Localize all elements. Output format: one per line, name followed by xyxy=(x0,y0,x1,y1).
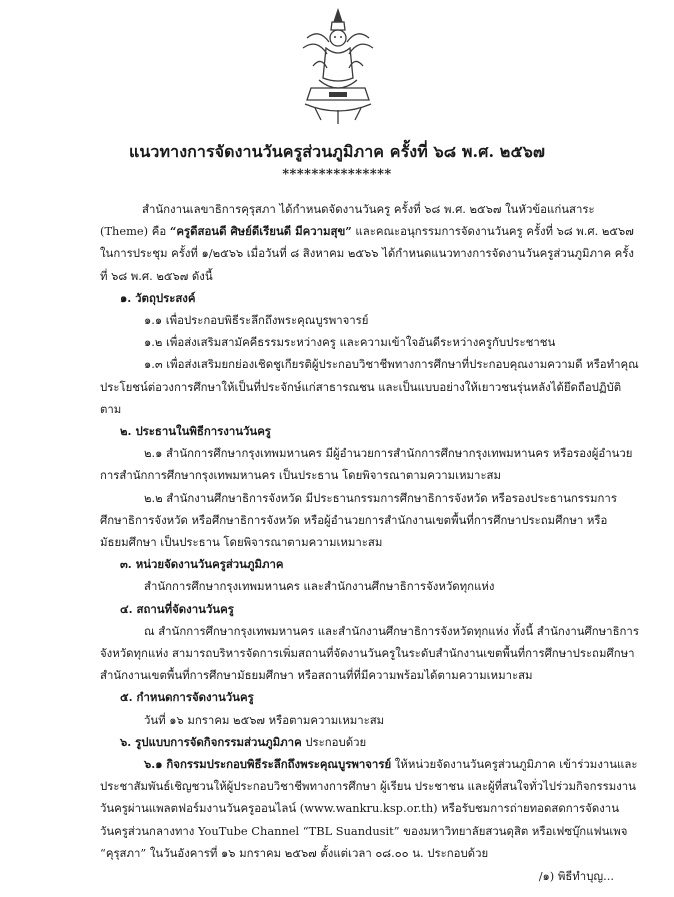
section-4-heading: ๔. สถานที่จัดงานวันครู xyxy=(120,601,234,616)
section-6-item-1-text: ให้หน่วยจัดงานวันครูส่วนภูมิภาค เข้าร่วมงานและประชาสัมพันธ์เชิญชวนให้ผู้ประกอบวิชาชีพทางการศึกษา ผู้เรียน ประชาชน และผู้ที่สนใจทั่วไปร่วมกิจกรรมงานวันครูผ่านแพลตฟอร์มงานวันครูออนไลน์ (www.wankru.ksp.or.th) หรือรับชมการถ่ายทอดสดการจัดงานวันครูส่วนกลางทาง YouTube Channel “TBL Suandusit” ของมหาวิทยาลัยสวนดุสิต หรือเฟซบุ๊กแฟนเพจ “คุรุสภา” ในวันอังคารที่ ๑๖ มกราคม ๒๕๖๗ ตั้งแต่เวลา ๐๘.๐๐ น. ประกอบด้วย xyxy=(100,757,638,860)
section-4-text: ณ สำนักการศึกษากรุงเทพมหานคร และสำนักงานศึกษาธิการจังหวัดทุกแห่ง ทั้งนี้ สำนักงานศึกษาธิการจังหวัดทุกแห่ง สามารถบริหารจัดการเพิ่มสถานที่จัดงานวันครูในระดับสำนักงานเขตพื้นที่การศึกษาประถมศึกษา สำนักงานเขตพื้นที่การศึกษามัธยมศึกษา หรือสถานที่ที่มีความพร้อมได้ตามความเหมาะสม xyxy=(100,623,639,683)
section-2-item-1: ๒.๑ สำนักการศึกษากรุงเทพมหานคร มีผู้อำนวยการสำนักการศึกษากรุงเทพมหานคร หรือรองผู้อำนวยการสำนักการศึกษากรุงเทพมหานคร เป็นประธาน โดยพิจารณาตามความเหมาะสม xyxy=(100,446,633,483)
section-5-text: วันที่ ๑๖ มกราคม ๒๕๖๗ หรือตามความเหมาะสม xyxy=(144,712,385,727)
section-1-heading: ๑. วัตถุประสงค์ xyxy=(120,290,196,305)
document-title: แนวทางการจัดงานวันครูส่วนภูมิภาค ครั้งที่ ๖๘ พ.ศ. ๒๕๖๗ xyxy=(128,142,546,161)
section-6-heading xyxy=(100,731,640,753)
khurusapha-emblem-icon xyxy=(299,8,377,126)
intro-paragraph xyxy=(100,198,640,287)
document-body xyxy=(100,198,640,864)
section-1-item-3: ๑.๓ เพื่อส่งเสริมยกย่องเชิดชูเกียรติผู้ประกอบวิชาชีพทางการศึกษาที่ประกอบคุณงามความดี หรือทำคุณประโยชน์ต่อวงการศึกษาให้เป็นที่ประจักษ์แก่สาธารณชน และเป็นแบบอย่างให้เยาวชนรุ่นหลังได้ยึดถือปฏิบัติตาม xyxy=(100,357,639,416)
continuation-footer: /๑) พิธีทำบุญ... xyxy=(538,869,614,883)
section-6-item-1-title: ๖.๑ กิจกรรมประกอบพิธีระลึกถึงพระคุณบูรพาจารย์ xyxy=(144,757,392,772)
section-2-heading: ๒. ประธานในพิธีการงานวันครู xyxy=(120,424,271,439)
section-1-item-2: ๑.๒ เพื่อส่งเสริมสามัคคีธรรมระหว่างครู และความเข้าใจอันดีระหว่างครูกับประชาชน xyxy=(144,335,556,350)
section-6-item-1 xyxy=(100,753,640,864)
title-separator: *************** xyxy=(282,167,392,182)
section-6-title-tail: ประกอบด้วย xyxy=(301,734,367,749)
theme-text: “ครูดีสอนดี ศิษย์ดีเรียนดี มีความสุข” xyxy=(169,224,352,239)
section-6-title: ๖. รูปแบบการจัดกิจกรรมส่วนภูมิภาค xyxy=(120,734,302,749)
section-2-item-2: ๒.๒ สำนักงานศึกษาธิการจังหวัด มีประธานกรรมการศึกษาธิการจังหวัด หรือรองประธานกรรมการศึกษาธิการจังหวัด หรือศึกษาธิการจังหวัด หรือผู้อำนวยการสำนักงานเขตพื้นที่การศึกษาประถมศึกษา หรือมัธยมศึกษา เป็นประธาน โดยพิจารณาตามความเหมาะสม xyxy=(100,490,617,550)
section-1-item-1: ๑.๑ เพื่อประกอบพิธีระลึกถึงพระคุณบูรพาจารย์ xyxy=(144,313,369,328)
section-3-heading: ๓. หน่วยจัดงานวันครูส่วนภูมิภาค xyxy=(120,557,284,572)
section-3-text: สำนักการศึกษากรุงเทพมหานคร และสำนักงานศึกษาธิการจังหวัดทุกแห่ง xyxy=(144,579,495,594)
intro-text-cont: และคณะอนุกรรมการจัดงานวันครู ครั้งที่ ๖๘ พ.ศ. ๒๕๖๗ ในการประชุม ครั้งที่ ๑/๒๕๖๖ เมื่อวันที่ ๘ สิงหาคม ๒๕๖๖ ได้กำหนดแนวทางการจัดงานวันครูส่วนภูมิภาค ครั้งที่ ๖๘ พ.ศ. ๒๕๖๗ ดังนี้ xyxy=(100,224,634,283)
section-5-heading: ๕. กำหนดการจัดงานวันครู xyxy=(120,690,254,705)
intro-text: สำนักงานเลขาธิการคุรุสภา ได้กำหนดจัดงานวันครู ครั้งที่ ๖๘ พ.ศ. ๒๕๖๗ ในหัวข้อแก่นสาระ (Theme) คือ xyxy=(100,202,595,239)
